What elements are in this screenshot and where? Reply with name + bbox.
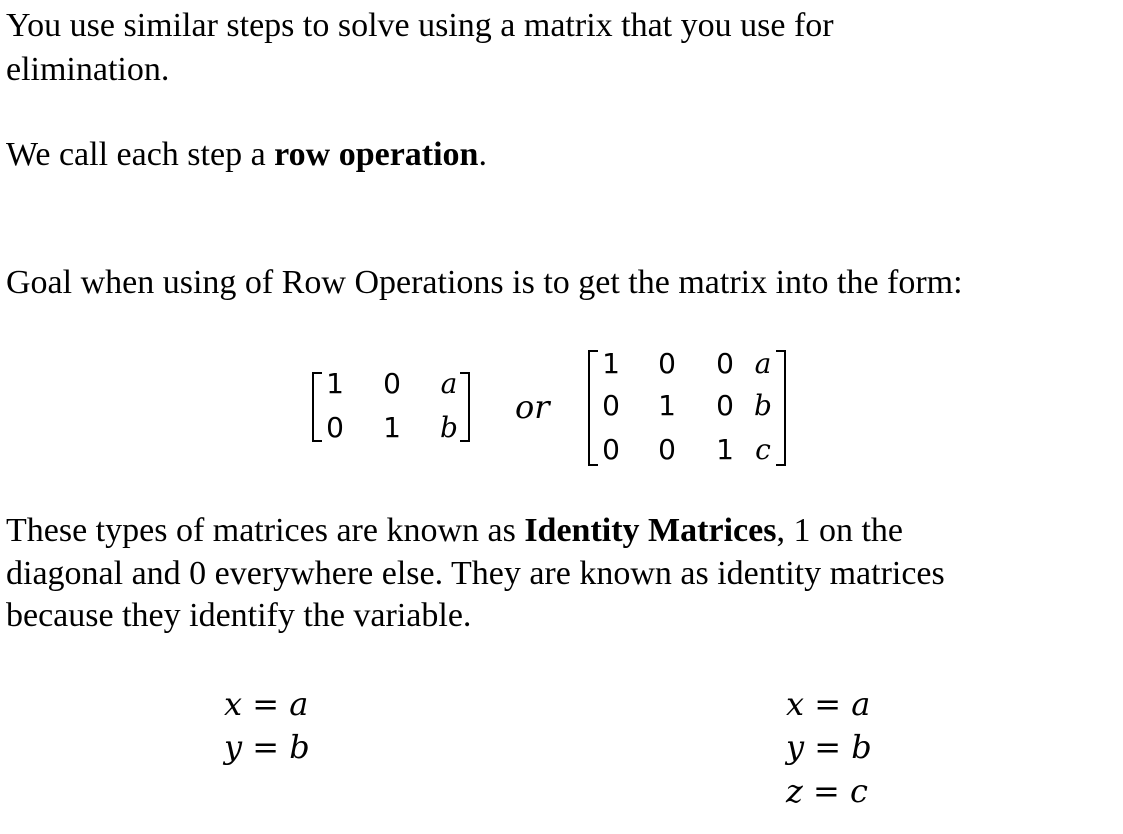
matrix-cell: 0 (602, 433, 620, 466)
eq-var: x (786, 685, 805, 723)
equation-x-a-right (786, 685, 871, 723)
eq-val: c (850, 772, 868, 810)
matrix-cell: c (755, 433, 771, 466)
matrix-cell: 0 (658, 347, 676, 380)
eq-val: a (289, 685, 309, 723)
or-word: or (515, 388, 550, 426)
eq-val: b (851, 728, 872, 766)
row-operation-post: . (478, 136, 487, 173)
eq-sign: = (814, 685, 842, 723)
equation-z-c-right (786, 772, 868, 810)
row-operation-pre: We call each step a (6, 136, 275, 173)
row-operation-term: row operation (274, 136, 479, 173)
eq-var: y (786, 728, 805, 766)
goal-sentence: Goal when using of Row Operations is to get the matrix into the form: (6, 264, 963, 301)
identity-line-1-post: , 1 on the (776, 512, 903, 549)
matrix-cell: 0 (326, 411, 344, 444)
equation-y-b-right (786, 728, 872, 766)
matrix-cell: 0 (602, 389, 620, 422)
identity-matrix-2x3 (312, 367, 482, 450)
eq-sign: = (813, 772, 840, 810)
row-operation-sentence (6, 133, 487, 177)
identity-line-2: diagonal and 0 everywhere else. They are known as identity matrices (6, 555, 945, 592)
matrix-cell: 0 (716, 347, 734, 380)
right-bracket (460, 372, 470, 442)
matrix-cell: 0 (658, 433, 676, 466)
eq-sign: = (814, 728, 842, 766)
eq-sign: = (252, 728, 280, 766)
matrix-cell: 1 (383, 411, 401, 444)
eq-var: x (224, 685, 243, 723)
matrix-cell: b (440, 411, 458, 444)
eq-val: a (851, 685, 871, 723)
identity-line-1 (6, 509, 903, 553)
matrix-cell: a (440, 367, 458, 400)
eq-var: y (224, 728, 243, 766)
matrix-cell: b (754, 389, 772, 422)
identity-matrix-3x4 (588, 346, 798, 468)
equation-x-a-left (224, 685, 309, 723)
matrix-cell: 1 (716, 433, 734, 466)
eq-val: b (289, 728, 310, 766)
matrix-cell: 1 (658, 389, 676, 422)
eq-var: z (786, 772, 803, 810)
matrix-cell: 0 (716, 389, 734, 422)
right-bracket (776, 350, 786, 466)
matrix-cell: 1 (326, 367, 344, 400)
matrix-cell: 0 (383, 367, 401, 400)
eq-sign: = (252, 685, 280, 723)
matrix-cell: 1 (602, 347, 620, 380)
intro-line-1: You use similar steps to solve using a matrix that you use for (6, 7, 834, 44)
identity-line-1-pre: These types of matrices are known as (6, 512, 525, 549)
identity-line-3: because they identify the variable. (6, 597, 472, 634)
equation-y-b-left (224, 728, 310, 766)
matrix-cell: a (754, 347, 772, 380)
intro-line-2: elimination. (6, 51, 170, 88)
identity-matrices-term: Identity Matrices (524, 512, 777, 549)
